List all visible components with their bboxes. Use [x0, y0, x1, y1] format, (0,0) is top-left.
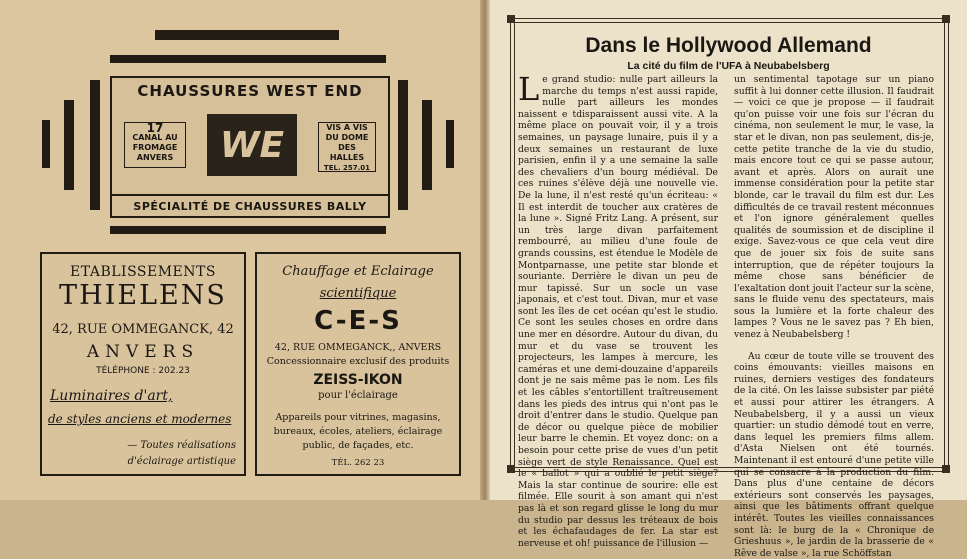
ces-heading-1: Chauffage et Eclairage	[282, 264, 434, 279]
left-bar-3	[90, 80, 100, 210]
west-end-addr-line: CANAL AU	[132, 133, 178, 142]
top-bar-2	[110, 55, 386, 63]
west-end-ad	[110, 76, 390, 218]
thielens-city: ANVERS	[86, 342, 200, 362]
ces-heading-2: scientifique	[319, 286, 397, 301]
frame-corner-ornament	[507, 465, 515, 473]
article-column-1	[518, 70, 718, 549]
ces-desc-2: bureaux, écoles, ateliers, éclairage	[273, 426, 443, 437]
thielens-slogan-1: Luminaires d'art,	[50, 388, 173, 404]
west-end-addr-line: ANVERS	[136, 153, 174, 162]
ces-concession: Concessionnaire exclusif des produits	[266, 356, 450, 367]
west-end-title: CHAUSSURES WEST END	[137, 82, 363, 100]
article-dropcap: L	[518, 70, 540, 108]
book-gutter	[480, 0, 490, 500]
article-paragraph: Au cœur de toute ville se trouvent des coins émouvants: vieilles maisons en ruines, derniers vestiges des fondateurs de la cité. On les laisse subsister par piété et aussi pour attirer les étrangers. A Neubabelsberg, il y a aussi un vieux quartier: un studio démodé tout en verre, dans lequel les premiers films allem. d'Asta Nielsen ont été tournés. Maintenant il est entouré d'une petite ville qui se consacre à la production du film. Dans plus d'une centaine de décors extérieurs sont conservés les paysages, ainsi que les bâtiments offrant quelque intérêt. Toutes les vieilles connaissances sont là: le burg de la « Chronique de Grieshuus », le jardin de la brasserie de « Rêve de valse », la rue Schöffstan	[734, 350, 934, 559]
thielens-footer-2: d'éclairage artistique	[127, 456, 236, 467]
article-paragraph	[518, 70, 718, 549]
bottom-bar	[110, 226, 386, 234]
ces-desc-1: Appareils pour vitrines, magasins,	[275, 412, 441, 423]
thielens-etablissements: ETABLISSEMENTS	[70, 264, 216, 280]
article-subtitle: La cité du film de l'UFA à Neubabelsberg	[627, 60, 830, 72]
west-end-loc-line: HALLES	[329, 153, 365, 162]
frame-corner-ornament	[942, 15, 950, 23]
top-bar	[155, 30, 339, 40]
ces-desc-3: public, de façades, etc.	[302, 440, 414, 451]
left-bar-1	[42, 120, 50, 168]
right-bar-2	[422, 100, 432, 190]
west-end-loc-line: VIS A VIS	[326, 123, 368, 132]
frame-corner-ornament	[507, 15, 515, 23]
right-bar-3	[446, 120, 454, 168]
ces-tel: TÉL. 262 23	[331, 458, 385, 468]
article-column-2	[734, 74, 934, 559]
thielens-ad	[40, 252, 246, 476]
article-title: Dans le Hollywood Allemand	[585, 34, 872, 57]
article-paragraph: un sentimental tapotage sur un piano suffit à lui donner cette illusion. Il faudrait — voici ce que je propose — il faudrait qu'on puisse voir une fois sur l'écran du cinéma, non seulement le mur, le vase, la star et le divan, non pas seulement, dis-je, cette petite tranche de la vie du studio, mais encore tout ce qui se passe autour, avant et après. Alors on aurait une immense considération pour la petite star blonde, car le travail du film est dur. Les difficultés de ce travail restent méconnues et l'on ignore généralement quelles qualités de soumission et de discipline il exige. Savez-vous ce que cela veut dire que de jouer six fois de suite sans interruption, que de répéter toujours la même chose sans bénéficier de l'exaltation dont jouit l'acteur sur la scène, sans le fluide venu des spectateurs, mais sous la lumière et la forte chaleur des lampes ? Vous ne le savez pas ? Eh bien, venez à Neubabelsberg !	[734, 74, 934, 341]
west-end-logo-text: WE	[219, 124, 285, 166]
west-end-location-box	[318, 122, 376, 172]
west-end-logo	[207, 114, 297, 176]
right-bar-1	[398, 80, 408, 210]
thielens-phone: TÉLÉPHONE : 202.23	[96, 366, 190, 376]
article-text: e grand studio: nulle part ailleurs la marche du temps n'est aussi rapide, nulle part ailleurs les mondes naissent e tdisparaissent aussi vite. A la même place on pouvait voir, il y a trois semaines, un paysage lunaire, puis il y a deux semaines un restaurant de luxe parisien, enfin il y a une semaine la salle des chevaliers d'un bourg médiéval. De ces ruines s'élève déjà une nouvelle vie. De la lune, il n'est resté qu'un écriteau: « Il est interdit de toucher aux cratères de la lune ». Signé Fritz Lang. A présent, sur un très large divan parfaitement rembourré, au milieu d'une foule de grands coussins, est étendue le Modèle de Montparnasse, une petite star blonde et souriante. Derrière le divan un peu de mur tapissé. Sur un socle un vase japonais, et c'est tout. Divan, mur et vase sont les îles de cet océan qu'est le studio. Ce sont les seules choses en ordre dans une mer en désordre. Autour du divan, du mur et du vase se trouvent les projecteurs, les lampes à mercure, les caméras et une demi-douzaine d'appareils dont je ne sais même pas le nom. Les fils et les câbles s'entortillent traîtreusement dans les pieds des intrus qui n'ont pas le droit d'entrer dans le studio. Quelque pan de décor ou quelque pièce de mobilier leur barre le chemin. Et voyez donc: on a besoin pour cette prise de vues d'un petit siège vert de style Renaissance. Quel est le « ballot » qui a oublié le petit siège? Mais la star continue de sourire: elle est filmée. Elle sourit à son amant qui n'est pas là et son regard glisse le long du mur du studio par dessus les tréteaux de bois et les échafaudages de fer. La star est nerveuse et oh! puissance de l'illusion —	[518, 74, 718, 549]
ces-address: 42, RUE OMMEGANCK,, ANVERS	[274, 342, 442, 353]
west-end-address-box	[124, 122, 186, 168]
thielens-name: THIELENS	[59, 280, 227, 311]
west-end-specialty: SPÉCIALITÉ DE CHAUSSURES BALLY	[112, 194, 388, 213]
west-end-loc-line: DU DOME	[325, 133, 369, 142]
west-end-number: 17	[146, 121, 164, 135]
west-end-phone: TEL. 257.01	[323, 164, 371, 172]
west-end-loc-line: DES	[338, 143, 356, 152]
frame-corner-ornament	[942, 465, 950, 473]
thielens-slogan-2: de styles anciens et modernes	[48, 412, 232, 426]
west-end-addr-line: FROMAGE	[132, 143, 178, 152]
ces-zeiss: ZEISS-IKON	[313, 372, 403, 388]
ces-zeiss-sub: pour l'éclairage	[318, 390, 398, 401]
thielens-footer-1: — Toutes réalisations	[127, 440, 236, 451]
thielens-address: 42, RUE OMMEGANCK, 42	[52, 322, 234, 337]
ces-brand: C-E-S	[314, 306, 402, 336]
ces-ad	[255, 252, 461, 476]
left-bar-2	[64, 100, 74, 190]
